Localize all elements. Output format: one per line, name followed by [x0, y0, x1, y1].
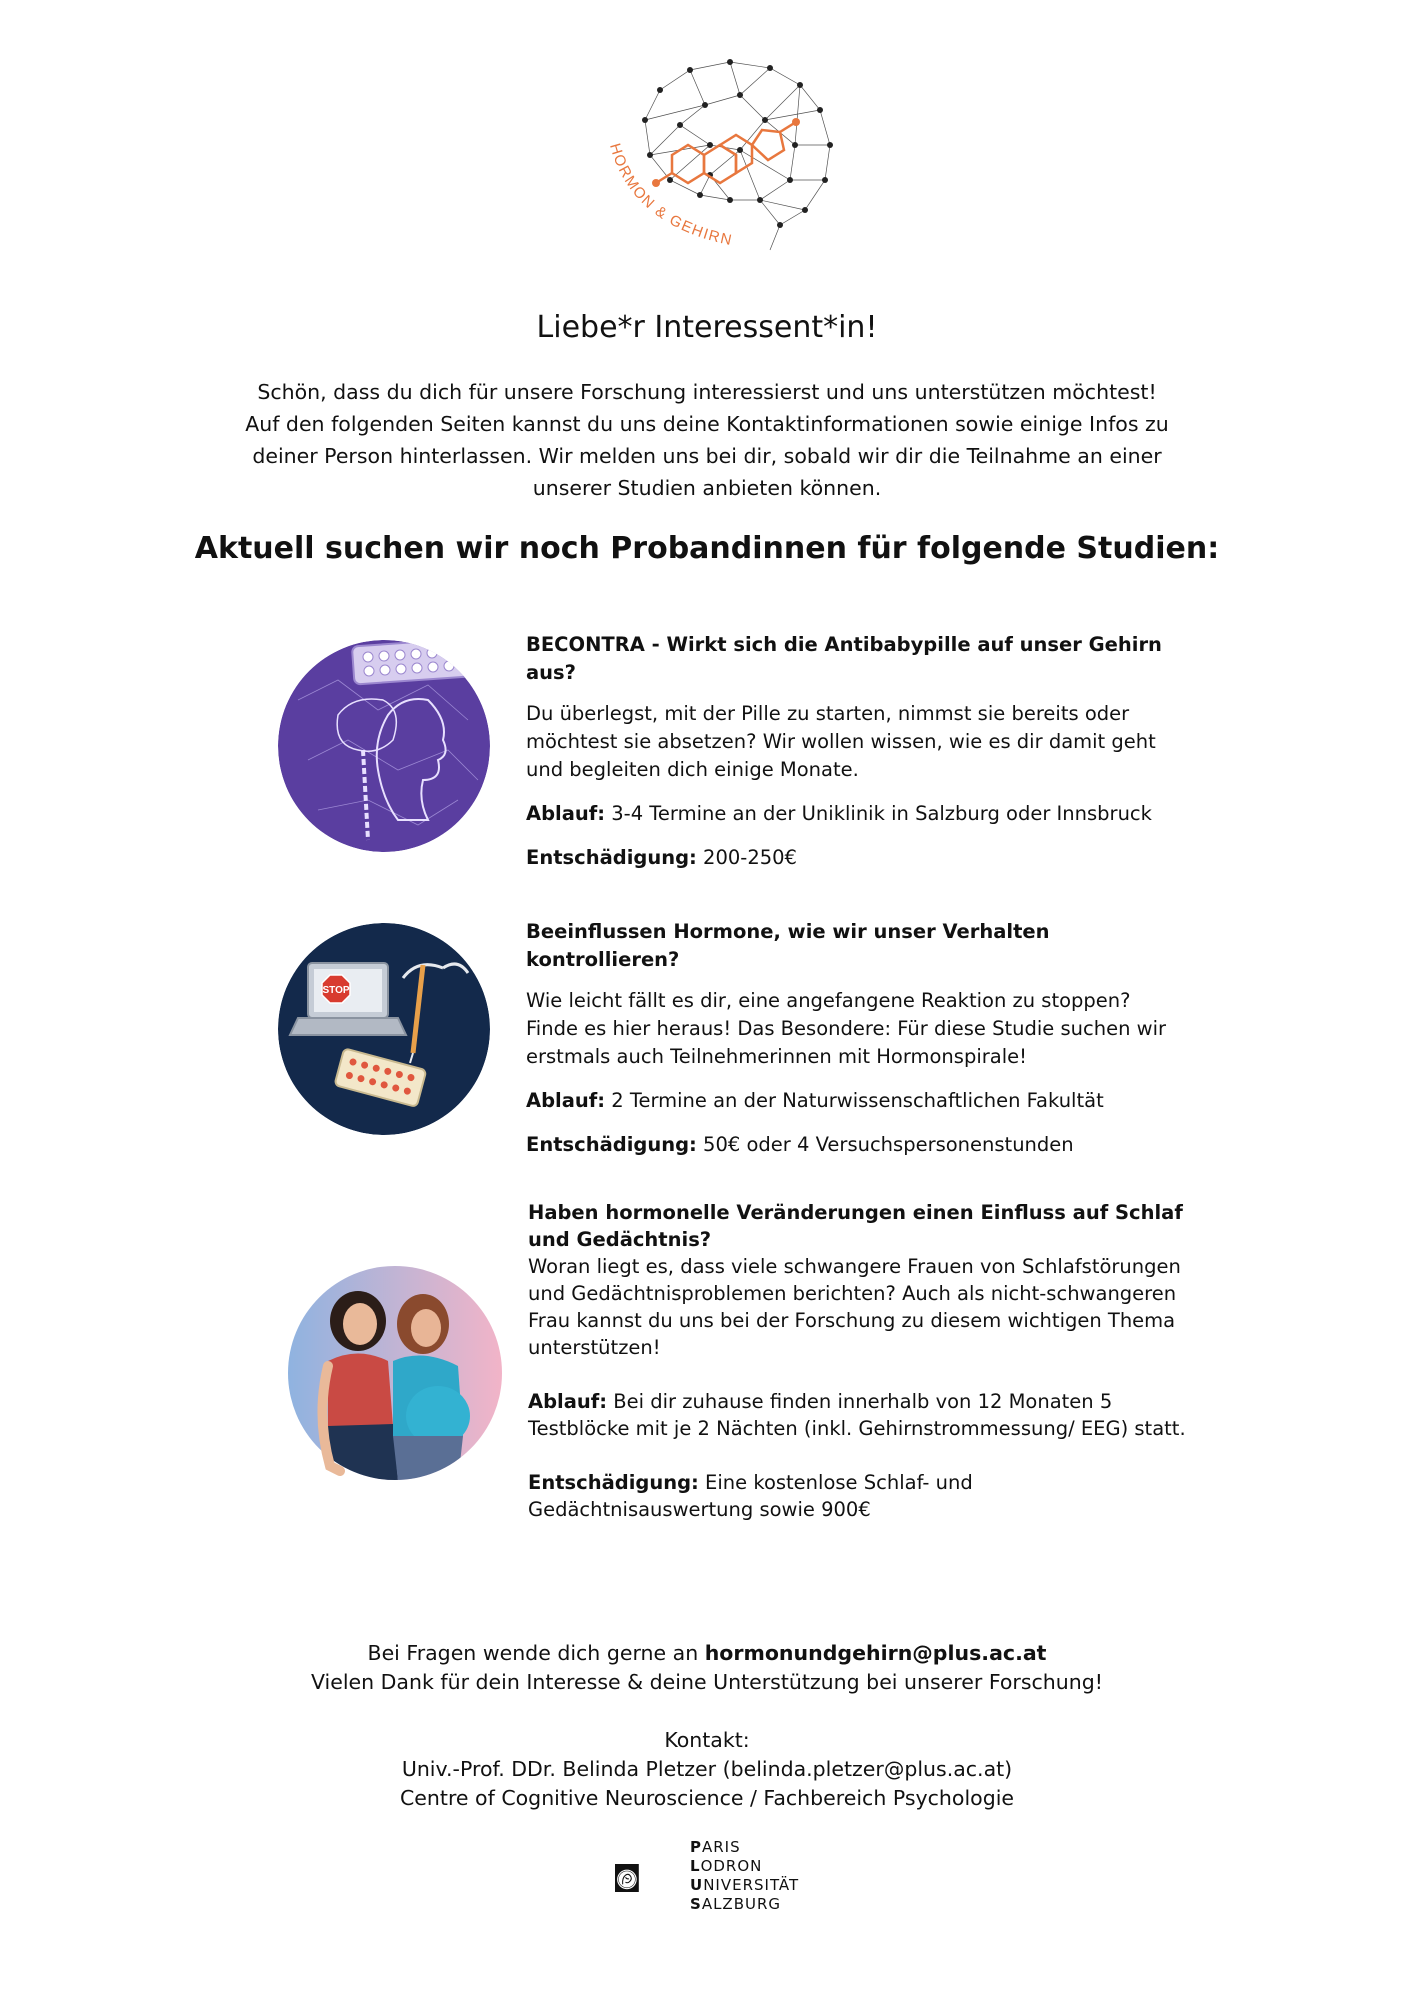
intro-paragraph: Schön, dass du dich für unsere Forschung interessierst und uns unterstützen möchtest! Auf den folgenden Seiten kannst du uns deine Kontaktinformationen sowie einige Infos zu deiner Person hinterlassen. Wir melden uns bei dir, sobald wir dir die Teilnahme an einer unserer Studien anbieten können. — [245, 380, 1169, 500]
study-2-compensation — [526, 1131, 1166, 1159]
study-3-women-illustration — [288, 1266, 503, 1481]
footer — [0, 1639, 1414, 1813]
study-1-ablauf — [526, 800, 1166, 828]
study-1-ablauf-text: 3-4 Termine an der Uniklinik in Salzburg oder Innsbruck — [605, 802, 1152, 825]
logo-label: HORMON & GEHIRN — [606, 141, 735, 250]
university-line-4: SALZBURG — [690, 1895, 782, 1913]
university-line-2: LODRON — [690, 1857, 763, 1875]
study-1-description: Du überlegst, mit der Pille zu starten, nimmst sie bereits oder möchtest sie absetzen? Wir wollen wissen, wie es dir damit geht und begleiten dich einige Monate. — [526, 702, 1156, 781]
ablauf-label: Ablauf: — [526, 1089, 606, 1112]
study-3-question: Haben hormonelle Veränderungen einen Einfluss auf Schlaf und Gedächtnis? — [528, 1201, 1183, 1251]
study-3-description: Woran liegt es, dass viele schwangere Frauen von Schlafstörungen und Gedächtnisproblemen berichten? Auch als nicht-schwangeren Frau kannst du uns bei der Forschung zu diesem wichtigen Thema unterstützen! — [528, 1255, 1181, 1359]
study-3-ablauf — [528, 1388, 1188, 1442]
hormon-gehirn-logo — [590, 50, 860, 260]
university-line-1: PARIS — [690, 1838, 741, 1856]
study-2-ablauf — [526, 1087, 1166, 1115]
study-1-compensation — [526, 844, 1166, 872]
study-3-ablauf-text: Bei dir zuhause finden innerhalb von 12 Monaten 5 Testblöcke mit je 2 Nächten (inkl. Gehirnstrommessung/ EEG) statt. — [528, 1390, 1186, 1440]
contact-label: Kontakt: — [664, 1728, 750, 1752]
study-2-question: Beeinflussen Hormone, wie wir unser Verhalten kontrollieren? — [526, 920, 1050, 971]
compensation-label: Entschädigung: — [528, 1471, 699, 1494]
study-2-description: Wie leicht fällt es dir, eine angefangene Reaktion zu stoppen? Finde es hier heraus! Das Besondere: Für diese Studie suchen wir erstmals auch Teilnehmerinnen mit Hormonspirale! — [526, 989, 1167, 1068]
greeting-heading: Liebe*r Interessent*in! — [536, 310, 878, 345]
university-seal-icon — [615, 1838, 685, 1918]
study-3-compensation-text: Eine kostenlose Schlaf- und Gedächtnisauswertung sowie 900€ — [528, 1471, 973, 1521]
study-2-compensation-text: 50€ oder 4 Versuchspersonenstunden — [696, 1133, 1074, 1156]
study-1-brain-pill-image — [278, 640, 490, 852]
ablauf-label: Ablauf: — [526, 802, 606, 825]
university-name — [690, 1838, 799, 1914]
questions-line — [0, 1639, 1414, 1668]
questions-prefix: Bei Fragen wende dich gerne an — [367, 1641, 705, 1665]
contact-department: Centre of Cognitive Neuroscience / Fachbereich Psychologie — [399, 1786, 1015, 1810]
study-2 — [526, 918, 1166, 1175]
study-1-question: BECONTRA - Wirkt sich die Antibabypille auf unser Gehirn aus? — [526, 633, 1162, 684]
study-2-ablauf-text: 2 Termine an der Naturwissenschaftlichen Fakultät — [605, 1089, 1104, 1112]
study-1-compensation-text: 200-250€ — [696, 846, 797, 869]
svg-text:HORMON & GEHIRN — [606, 141, 734, 249]
stop-sign-text: STOP — [322, 985, 350, 996]
university-line-3: UNIVERSITÄT — [690, 1876, 800, 1894]
study-3-compensation — [528, 1469, 1188, 1523]
compensation-label: Entschädigung: — [526, 846, 697, 869]
contact-name: Univ.-Prof. DDr. Belinda Pletzer (belinda.pletzer@plus.ac.at) — [401, 1757, 1013, 1781]
study-3 — [528, 1199, 1188, 1550]
study-1 — [526, 631, 1166, 888]
contact-email-link[interactable]: hormonundgehirn@plus.ac.at — [704, 1641, 1047, 1665]
studies-heading: Aktuell suchen wir noch Probandinnen für folgende Studien: — [194, 531, 1220, 566]
ablauf-label: Ablauf: — [528, 1390, 608, 1413]
thanks-line: Vielen Dank für dein Interesse & deine Unterstützung bei unserer Forschung! — [310, 1670, 1104, 1694]
study-2-laptop-iud-image — [278, 923, 490, 1135]
compensation-label: Entschädigung: — [526, 1133, 697, 1156]
